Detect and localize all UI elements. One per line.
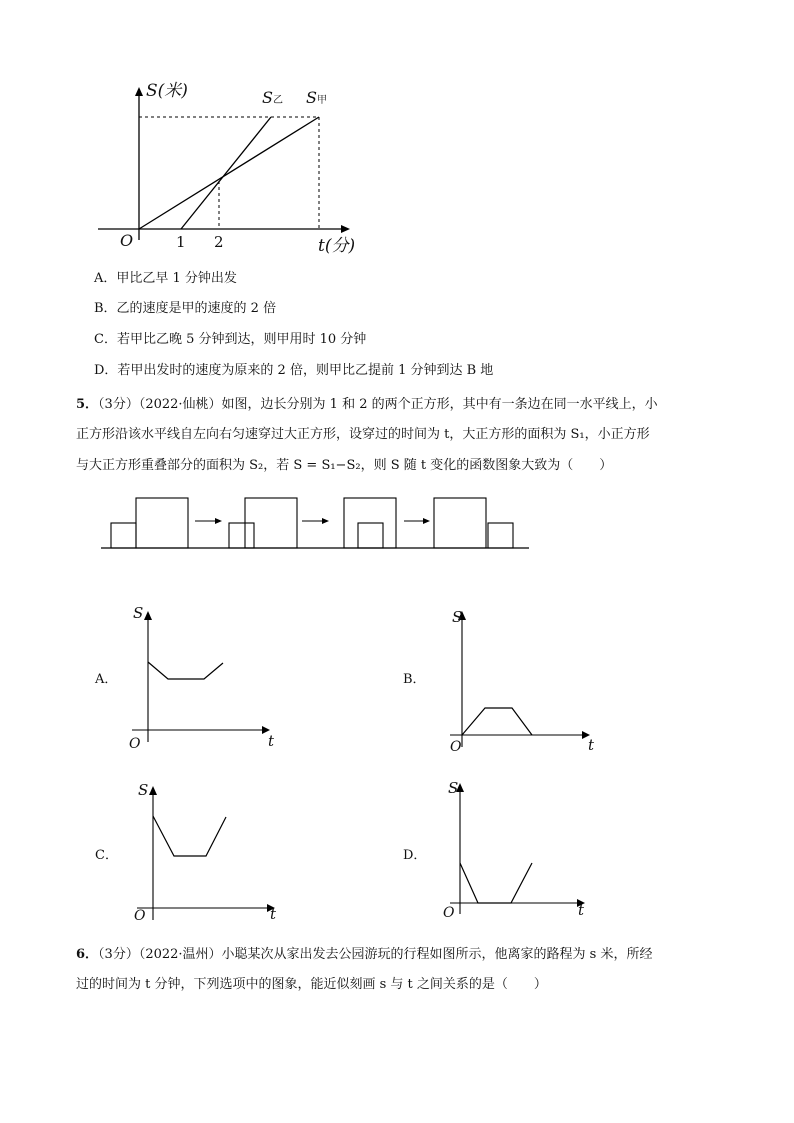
q5-option-d-label: D． bbox=[403, 848, 427, 863]
stage1-small-square bbox=[111, 523, 136, 548]
q6-text-1: 小聪某次从家出发去公园游玩的行程如图所示，他离家的路程为 s 米，所经 bbox=[221, 947, 653, 962]
c-curve bbox=[153, 816, 226, 856]
d-origin: O bbox=[443, 905, 455, 921]
line-s-jia bbox=[139, 117, 319, 229]
tick-1: 1 bbox=[176, 233, 186, 251]
a-axis-t: t bbox=[268, 732, 275, 750]
q5-score: （3分）（2022·仙桃） bbox=[98, 397, 222, 412]
q5-line-1 bbox=[76, 396, 658, 414]
b-axis-t: t bbox=[588, 736, 595, 754]
q6-score: （3分）（2022·温州） bbox=[98, 947, 222, 962]
graph-x-arrow bbox=[341, 225, 350, 233]
b-curve bbox=[462, 708, 532, 735]
q5-option-b-label: B． bbox=[403, 672, 426, 687]
arrow-3-head bbox=[423, 518, 430, 524]
q5-option-a-label: A． bbox=[95, 672, 118, 687]
q5-option-c-graph bbox=[125, 780, 325, 930]
label-s-jia bbox=[306, 90, 327, 109]
q5-option-b-graph bbox=[440, 605, 640, 755]
q5-line-2: 正方形沿该水平线自左向右匀速穿过大正方形，设穿过的时间为 t，大正方形的面积为 S₁，小正方形 bbox=[76, 427, 650, 442]
stage2-small-square bbox=[229, 523, 254, 548]
a-curve bbox=[148, 662, 223, 679]
b-axis-s: S bbox=[452, 608, 463, 626]
q4-option-b: B．乙的速度是甲的速度的 2 倍 bbox=[94, 301, 277, 316]
a-axis-s: S bbox=[133, 604, 144, 622]
tick-2: 2 bbox=[214, 233, 224, 251]
y-axis-label: S(米) bbox=[146, 81, 188, 101]
d-axis-s: S bbox=[448, 779, 459, 797]
squares-illustration bbox=[0, 490, 794, 570]
line-s-yi bbox=[181, 117, 271, 229]
arrow-1-head bbox=[215, 518, 222, 524]
c-axis-t: t bbox=[270, 905, 277, 923]
label-s-yi-sub: 乙 bbox=[272, 95, 283, 106]
stage3-small-square bbox=[358, 523, 383, 548]
q5-text-1: 如图，边长分别为 1 和 2 的两个正方形，其中有一条边在同一水平线上，小 bbox=[221, 397, 658, 412]
d-axis-t: t bbox=[578, 901, 585, 919]
stage4-big-square bbox=[434, 498, 486, 548]
q6-line-2: 过的时间为 t 分钟，下列选项中的图象，能近似刻画 s 与 t 之间关系的是（ ） bbox=[76, 977, 547, 992]
q4-option-c: C．若甲比乙晚 5 分钟到达，则甲用时 10 分钟 bbox=[94, 332, 367, 347]
q4-option-d: D．若甲出发时的速度为原来的 2 倍，则甲比乙提前 1 分钟到达 B 地 bbox=[94, 363, 494, 378]
q4-option-a: A．甲比乙早 1 分钟出发 bbox=[94, 271, 237, 286]
graph-origin: O bbox=[120, 231, 134, 250]
q5-option-a-graph bbox=[120, 605, 320, 755]
q6-number: 6． bbox=[76, 947, 99, 962]
c-y-arrow bbox=[149, 786, 157, 795]
q5-line-3: 与大正方形重叠部分的面积为 S₂，若 S = S₁−S₂，则 S 随 t 变化的函数图象大致为（ ） bbox=[76, 458, 613, 473]
q6-line-1 bbox=[76, 946, 652, 964]
a-origin: O bbox=[129, 736, 141, 752]
q5-number: 5． bbox=[76, 397, 99, 412]
arrow-2-head bbox=[322, 518, 329, 524]
b-origin: O bbox=[450, 739, 462, 755]
label-s-yi bbox=[262, 90, 283, 109]
x-axis-label: t(分) bbox=[318, 236, 356, 256]
label-s-jia-sub: 甲 bbox=[316, 95, 327, 106]
label-s-yi-main: S bbox=[262, 88, 273, 107]
q5-option-c-label: C． bbox=[95, 848, 118, 863]
stage4-small-square bbox=[488, 523, 513, 548]
q5-option-d-graph bbox=[440, 777, 640, 927]
d-curve bbox=[460, 863, 532, 903]
a-y-arrow bbox=[144, 611, 152, 620]
c-axis-s: S bbox=[138, 781, 149, 799]
graph-y-arrow bbox=[135, 87, 143, 96]
distance-time-graph-svg bbox=[0, 0, 794, 270]
label-s-jia-main: S bbox=[306, 88, 317, 107]
stage1-big-square bbox=[136, 498, 188, 548]
c-origin: O bbox=[134, 908, 146, 924]
